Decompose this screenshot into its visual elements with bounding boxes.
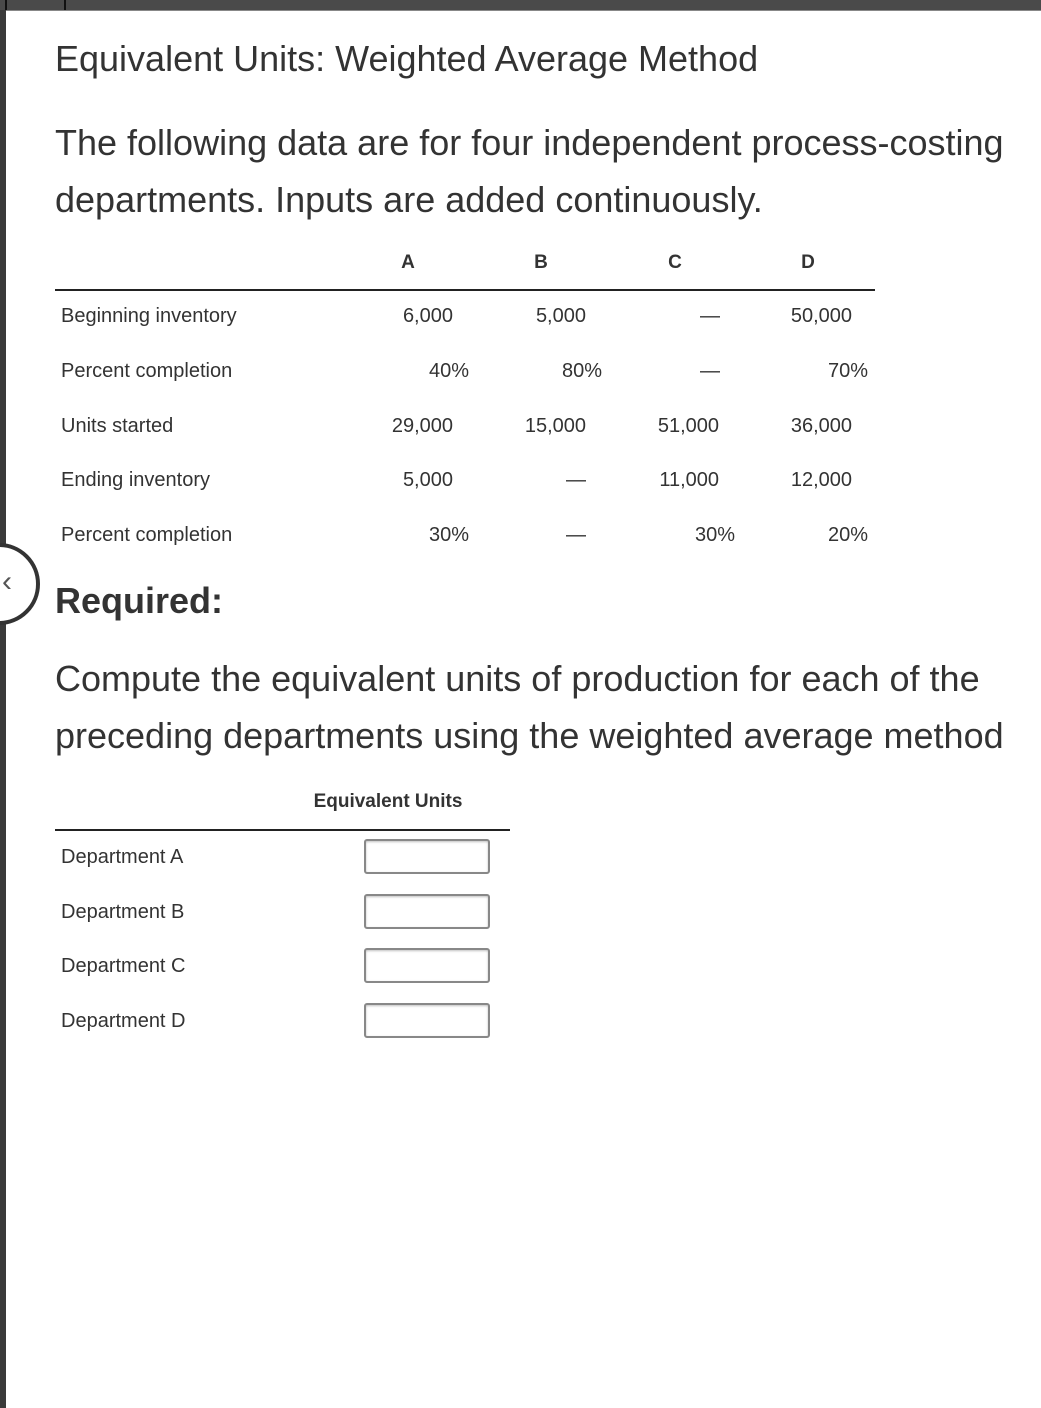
department-a-input[interactable] <box>364 839 490 874</box>
department-c-label: Department C <box>61 955 186 977</box>
table-cell: 50,000 <box>790 305 852 327</box>
question-line: Compute the equivalent units of production for each of the <box>55 658 980 699</box>
department-a-label: Department A <box>61 846 184 868</box>
table-cell: 11,000 <box>659 469 719 491</box>
table-cell: 36,000 <box>790 415 852 437</box>
department-b-label: Department B <box>61 901 185 923</box>
table-cell: 29,000 <box>391 415 453 437</box>
table-cell: — <box>566 469 586 491</box>
back-button[interactable] <box>0 543 40 625</box>
row-label: Percent completion <box>61 524 233 546</box>
row-label: Beginning inventory <box>61 305 237 327</box>
table-cell: 80% <box>561 360 602 382</box>
question-text <box>55 650 1004 764</box>
page-title: Equivalent Units: Weighted Average Method <box>55 38 759 79</box>
table-cell: 5,000 <box>402 469 453 491</box>
table-cell: — <box>700 305 720 327</box>
table-cell: — <box>700 360 720 382</box>
intro-text <box>55 114 1004 228</box>
left-bar <box>0 10 6 1408</box>
chevron-left-icon: ‹ <box>2 565 12 598</box>
department-b-input[interactable] <box>364 894 490 929</box>
header-rule <box>55 289 875 291</box>
required-heading: Required: <box>55 580 224 621</box>
equivalent-units-header: Equivalent Units <box>313 791 463 812</box>
table-cell: 15,000 <box>524 415 586 437</box>
column-header-b: B <box>534 252 548 273</box>
table-cell: 40% <box>428 360 469 382</box>
row-label: Ending inventory <box>61 469 210 491</box>
intro-line: departments. Inputs are added continuously. <box>55 179 763 220</box>
table-cell: 6,000 <box>402 305 453 327</box>
department-d-input[interactable] <box>364 1003 490 1038</box>
column-header-a: A <box>401 252 415 273</box>
top-bar <box>0 0 1041 11</box>
row-label: Units started <box>61 415 174 437</box>
table-cell: 70% <box>827 360 868 382</box>
department-d-label: Department D <box>61 1010 186 1032</box>
table-cell: 5,000 <box>535 305 586 327</box>
divider <box>64 0 66 10</box>
intro-line: The following data are for four independent process-costing <box>55 122 1004 163</box>
department-c-input[interactable] <box>364 948 490 983</box>
answer-header-rule <box>55 829 510 831</box>
table-cell: 20% <box>827 524 868 546</box>
table-cell: 12,000 <box>790 469 852 491</box>
table-cell: 30% <box>428 524 469 546</box>
column-header-d: D <box>801 252 815 273</box>
divider <box>5 0 7 10</box>
row-label: Percent completion <box>61 360 233 382</box>
table-cell: — <box>566 524 586 546</box>
table-cell: 51,000 <box>657 415 719 437</box>
column-header-c: C <box>668 252 682 273</box>
question-line: preceding departments using the weighted average method <box>55 715 1004 756</box>
table-cell: 30% <box>694 524 735 546</box>
